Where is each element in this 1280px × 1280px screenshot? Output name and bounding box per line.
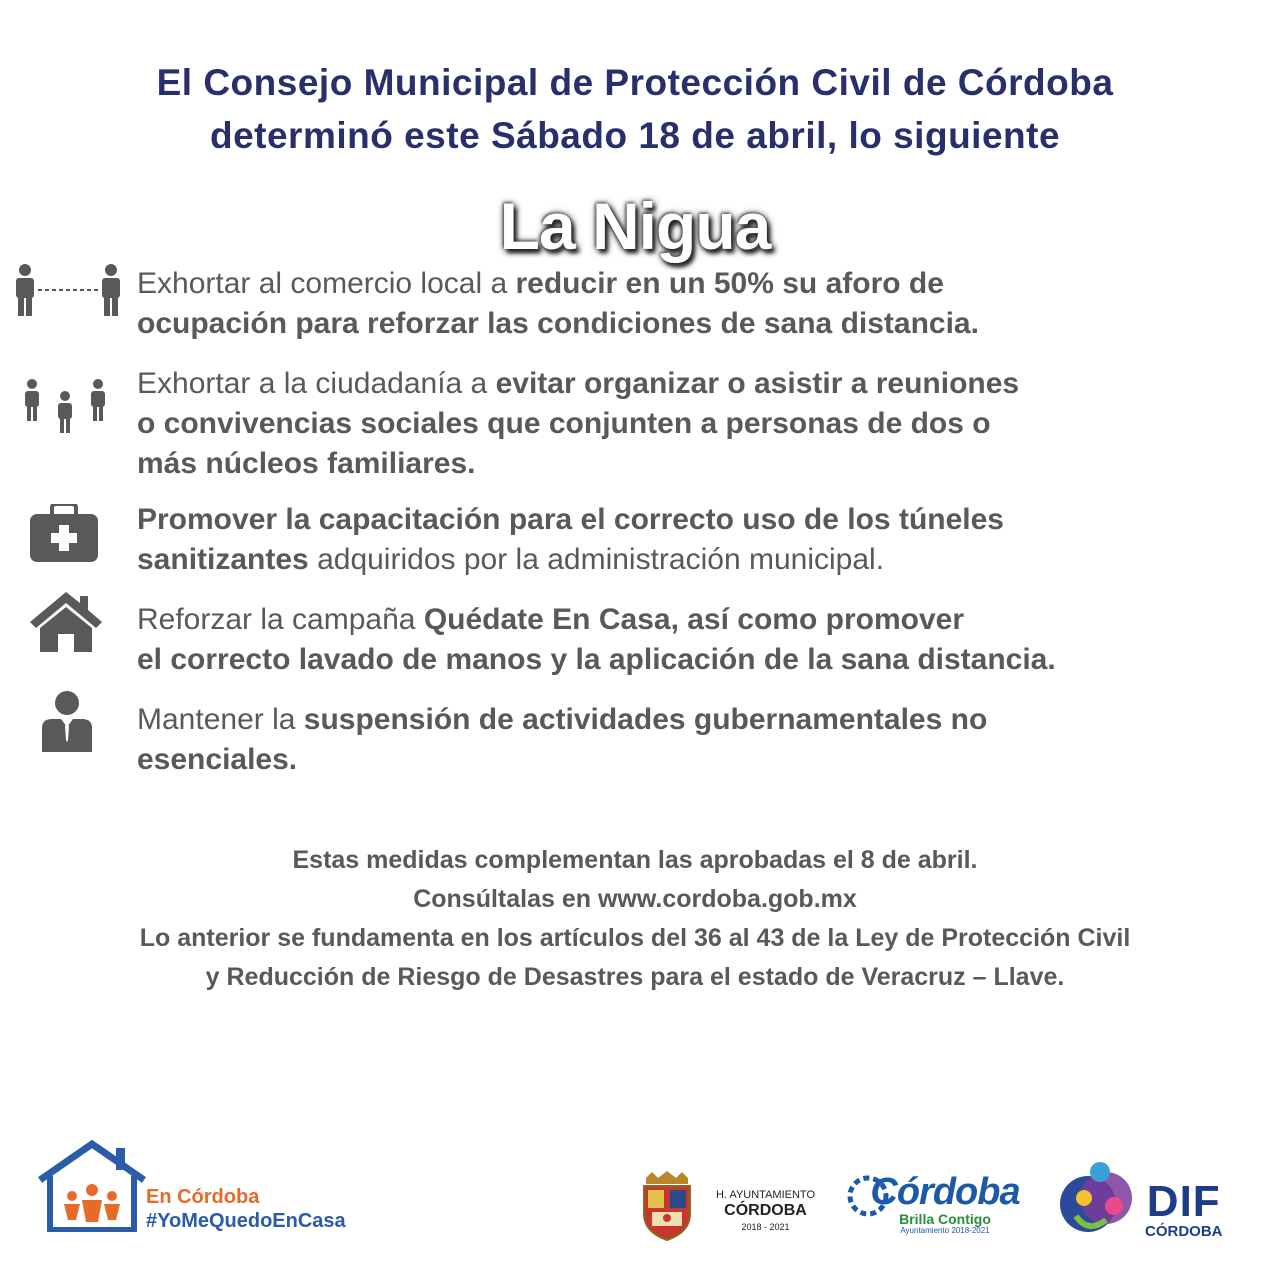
ayuntamiento-logo-text [698,1188,833,1234]
measure-text-2 [137,364,1019,484]
measure-item-5 [0,700,1280,782]
measure-4-line-2: el correcto lavado de manos y la aplicación de la sana distancia. [137,643,1056,676]
measure-1-line-1-a: Exhortar al comercio local a [137,267,516,300]
footer-line-3: Lo anterior se fundamenta en los artículos del 36 al 43 de la Ley de Protección Civil [139,924,1131,952]
brand-tagline: Brilla Contigo [899,1211,991,1227]
title-line-1: El Consejo Municipal de Protección Civil de Córdoba [156,62,1114,103]
dif-family-icon [1058,1158,1140,1240]
measure-text-4 [137,600,1056,680]
measure-4-line-1-b: Quédate En Casa, así como promover [423,603,964,636]
measure-text-1 [137,264,979,344]
dif-line-1: DIF [1146,1177,1221,1226]
footer-line-1: Estas medidas complementan las aprobadas el 8 de abril. [292,846,978,874]
official-person-icon [42,690,92,752]
ayto-line-2: CÓRDOBA [724,1202,807,1219]
measure-3-line-2-b: adquiridos por la administración municipal. [308,543,885,576]
dif-logo-text [1145,1177,1223,1240]
measure-item-2 [0,364,1280,484]
brilla-contigo-logo [855,1172,1035,1236]
brand-years: Ayuntamiento 2018-2021 [900,1226,990,1235]
measure-item-1 [0,264,1280,346]
ayto-line-3: 2018 - 2021 [741,1222,790,1232]
ayto-line-1: H. AYUNTAMIENTO [715,1189,815,1201]
house-icon [28,590,104,652]
location-heading: La Nigua [499,189,771,263]
measure-text-5 [137,700,987,780]
footer-notes [0,841,1270,997]
social-distance-icon [12,264,124,322]
measure-item-3 [0,500,1280,582]
people-group-icon [22,378,108,436]
measure-1-line-2: ocupación para reforzar las condiciones de sana distancia. [137,307,979,340]
campaign-house-logo-icon [36,1140,148,1232]
measure-5-line-2: esenciales. [137,743,298,776]
campaign-line-2: #YoMeQuedoEnCasa [146,1210,346,1232]
title-line-2: determinó este Sábado 18 de abril, lo siguiente [209,115,1061,156]
footer-line-2: Consúltalas en www.cordoba.gob.mx [413,885,857,913]
measure-3-line-2-a: sanitizantes [137,543,309,576]
page-title [0,56,1270,162]
dif-line-2: CÓRDOBA [1145,1223,1223,1240]
measure-4-line-1-a: Reforzar la campaña [137,603,424,636]
measure-2-line-3: más núcleos familiares. [137,447,476,480]
footer-line-4: y Reducción de Riesgo de Desastres para el estado de Veracruz – Llave. [205,963,1065,991]
measure-1-line-1-b: reducir en un 50% su aforo de [515,267,944,300]
measure-2-line-1-b: evitar organizar o asistir a reuniones [495,367,1020,400]
measure-5-line-1-b: suspensión de actividades gubernamentales no [303,703,988,736]
measure-item-4 [0,600,1280,682]
measure-2-line-2: o convivencias sociales que conjunten a personas de dos o [137,407,991,440]
measure-3-line-1: Promover la capacitación para el correcto uso de los túneles [137,503,1004,536]
brand-name: Córdoba [870,1171,1020,1213]
measure-5-line-1-a: Mantener la [137,703,304,736]
coat-of-arms-icon [638,1170,696,1242]
measure-text-3 [137,500,1004,580]
first-aid-kit-icon [30,504,98,562]
campaign-logo-text [146,1185,346,1233]
measure-2-line-1-a: Exhortar a la ciudadanía a [137,367,496,400]
campaign-line-1: En Córdoba [146,1186,260,1208]
